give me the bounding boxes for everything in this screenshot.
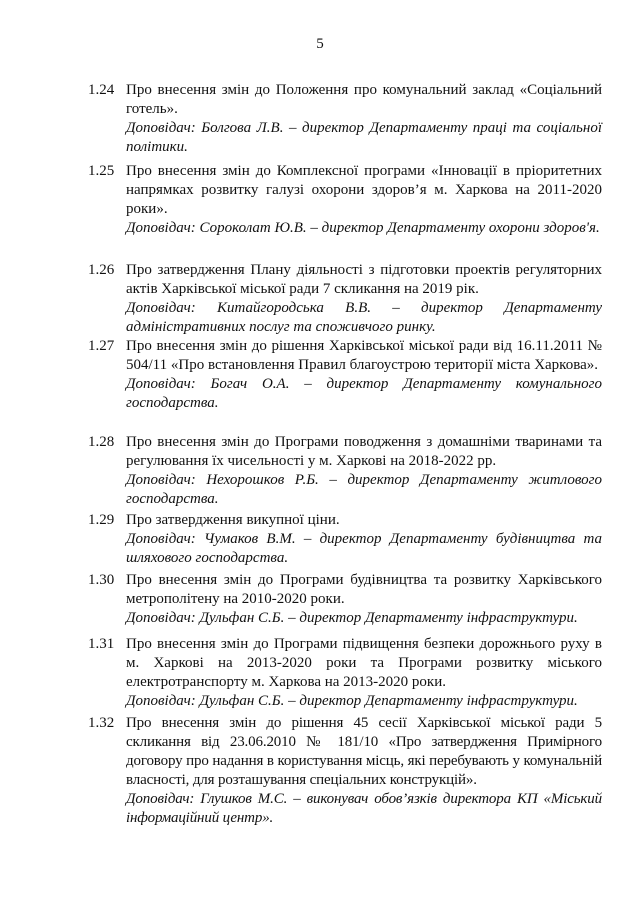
agenda-item bbox=[88, 162, 602, 238]
agenda-item bbox=[88, 511, 602, 568]
item-number: 1.30 bbox=[88, 572, 115, 588]
item-speaker: Доповідач: Глушков М.С. – виконувач обов’язків директора КП «Міський інформаційний центр». bbox=[126, 791, 602, 826]
item-body bbox=[126, 714, 602, 828]
item-speaker: Доповідач: Сороколат Ю.В. – директор Департаменту охорони здоров'я. bbox=[126, 220, 600, 236]
item-title: Про внесення змін до Програми підвищення безпеки дорожнього руху в м. Харкові на 2013-2020 роки та Програми розвитку міського електротранспорту м. Харкова на 2013-2020 роки. bbox=[126, 636, 602, 690]
agenda-item bbox=[88, 571, 602, 628]
item-number: 1.29 bbox=[88, 512, 115, 528]
item-title: Про внесення змін до Програми будівництва та розвитку Харківського метрополітену на 2010-2020 роки. bbox=[126, 572, 602, 607]
item-body bbox=[126, 261, 602, 337]
agenda-item bbox=[88, 433, 602, 509]
item-title: Про внесення змін до рішення Харківської міської ради від 16.11.2011 № 504/11 «Про встановлення Правил благоустрою території міста Харкова». bbox=[126, 338, 602, 373]
item-number: 1.26 bbox=[88, 262, 115, 278]
item-number: 1.31 bbox=[88, 636, 115, 652]
agenda-item bbox=[88, 261, 602, 337]
item-body bbox=[126, 635, 602, 711]
item-speaker: Доповідач: Дульфан С.Б. – директор Департаменту інфраструктури. bbox=[126, 693, 578, 709]
item-speaker: Доповідач: Богач О.А. – директор Департаменту комунального господарства. bbox=[126, 376, 602, 411]
item-body bbox=[126, 162, 602, 238]
agenda-item bbox=[88, 337, 602, 413]
item-body bbox=[126, 433, 602, 509]
item-body bbox=[126, 337, 602, 413]
item-speaker: Доповідач: Нехорошков Р.Б. – директор Департаменту житлового господарства. bbox=[126, 472, 602, 507]
agenda-item bbox=[88, 635, 602, 711]
page-number: 5 bbox=[316, 36, 324, 52]
item-number: 1.32 bbox=[88, 715, 115, 731]
item-title: Про внесення змін до рішення 45 сесії Харківської міської ради 5 скликання від 23.06.2010 № 181/10 «Про затвердження Примірного договору про надання в користування місць, які перебувають у комунальній власності, для розташування спеціальних конструкцій». bbox=[126, 715, 602, 788]
item-body bbox=[126, 571, 602, 628]
item-title: Про затвердження викупної ціни. bbox=[126, 512, 340, 528]
agenda-item bbox=[88, 714, 602, 828]
agenda-item bbox=[88, 81, 602, 157]
item-number: 1.24 bbox=[88, 82, 115, 98]
item-body bbox=[126, 81, 602, 157]
item-speaker: Доповідач: Болгова Л.В. – директор Департаменту праці та соціальної політики. bbox=[126, 120, 602, 155]
item-speaker: Доповідач: Китайгородська В.В. – директор Департаменту адміністративних послуг та споживчого ринку. bbox=[126, 300, 602, 335]
item-title: Про внесення змін до Положення про комунальний заклад «Соціальний готель». bbox=[126, 82, 602, 117]
item-number: 1.28 bbox=[88, 434, 115, 450]
item-title: Про внесення змін до Комплексної програми «Інновації в пріоритетних напрямках розвитку галузі охорони здоров’я м. Харкова на 2011-2020 роки». bbox=[126, 163, 602, 217]
item-title: Про внесення змін до Програми поводження з домашніми тваринами та регулювання їх чисельності у м. Харкові на 2018-2022 рр. bbox=[126, 434, 602, 469]
item-number: 1.27 bbox=[88, 338, 115, 354]
item-number: 1.25 bbox=[88, 163, 115, 179]
item-speaker: Доповідач: Чумаков В.М. – директор Департаменту будівництва та шляхового господарства. bbox=[126, 531, 602, 566]
item-body bbox=[126, 511, 602, 568]
item-title: Про затвердження Плану діяльності з підготовки проектів регуляторних актів Харківської міської ради 7 скликання на 2019 рік. bbox=[126, 262, 602, 297]
item-speaker: Доповідач: Дульфан С.Б. – директор Департаменту інфраструктури. bbox=[126, 610, 578, 626]
